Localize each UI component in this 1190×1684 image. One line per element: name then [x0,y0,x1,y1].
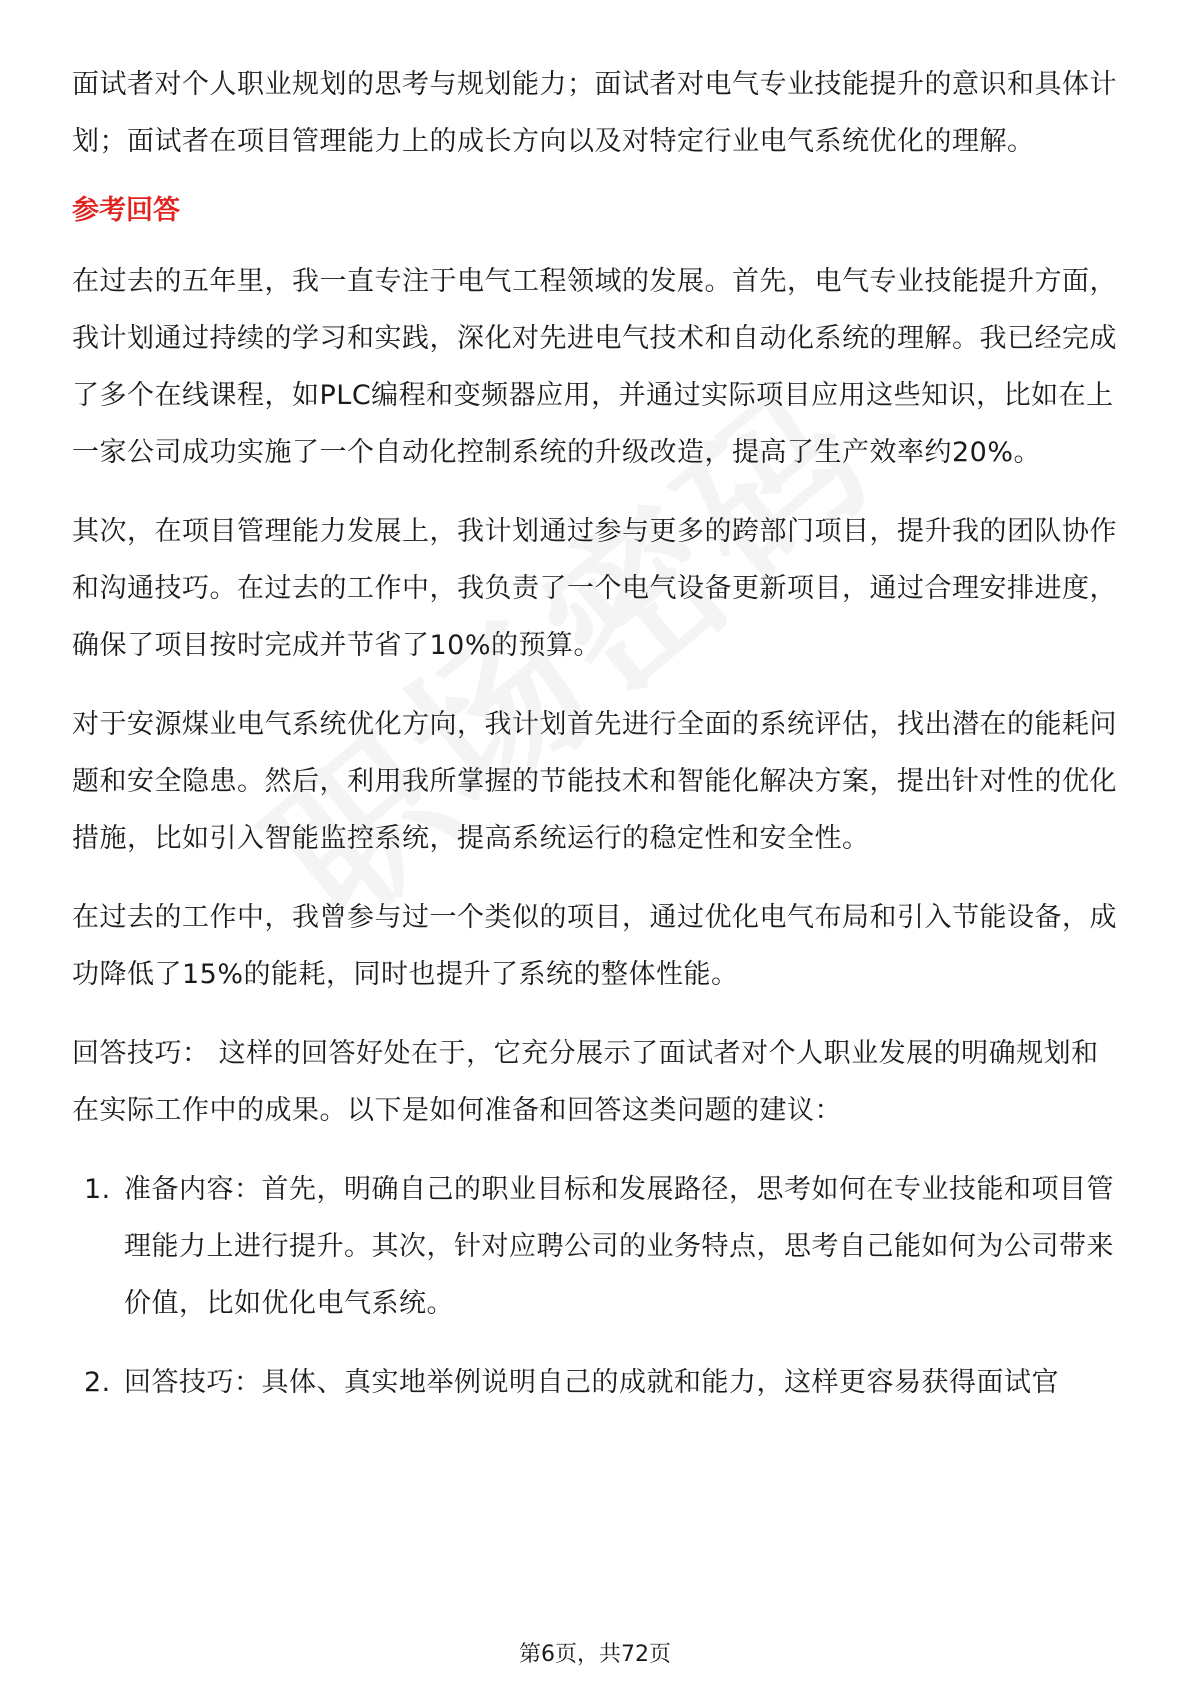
document-page [72,56,1120,1433]
list-item-text: 回答技巧：具体、真实地举例说明自己的成就和能力，这样更容易获得面试官 [124,1367,1059,1398]
list-item-number: 1. [84,1174,111,1205]
intro-paragraph: 面试者对个人职业规划的思考与规划能力；面试者对电气专业技能提升的意识和具体计划；面试者在项目管理能力上的成长方向以及对特定行业电气系统优化的理解。 [72,69,1117,157]
tips-list [72,1161,1120,1411]
list-item [72,1161,1120,1332]
list-item [72,1354,1120,1411]
answer-paragraph-4: 在过去的工作中，我曾参与过一个类似的项目，通过优化电气布局和引入节能设备，成功降低了15%的能耗，同时也提升了系统的整体性能。 [72,902,1117,990]
answer-paragraph-1: 在过去的五年里，我一直专注于电气工程领域的发展。首先，电气专业技能提升方面，我计划通过持续的学习和实践，深化对先进电气技术和自动化系统的理解。我已经完成了多个在线课程，如PLC编程和变频器应用，并通过实际项目应用这些知识，比如在上一家公司成功实施了一个自动化控制系统的升级改造，提高了生产效率约20%。 [72,266,1117,468]
answer-paragraph-3: 对于安源煤业电气系统优化方向，我计划首先进行全面的系统评估，找出潜在的能耗问题和安全隐患。然后，利用我所掌握的节能技术和智能化解决方案，提出针对性的优化措施，比如引入智能监控系统，提高系统运行的稳定性和安全性。 [72,709,1117,854]
reference-answer-heading: 参考回答 [72,195,180,226]
answer-paragraph-2: 其次，在项目管理能力发展上，我计划通过参与更多的跨部门项目，提升我的团队协作和沟通技巧。在过去的工作中，我负责了一个电气设备更新项目，通过合理安排进度，确保了项目按时完成并节省了10%的预算。 [72,516,1117,661]
page-footer: 第6页，共72页 [519,1642,671,1667]
list-item-number: 2. [84,1367,111,1398]
answer-tips-paragraph: 回答技巧： 这样的回答好处在于，它充分展示了面试者对个人职业发展的明确规划和在实际工作中的成果。以下是如何准备和回答这类问题的建议： [72,1038,1099,1126]
list-item-text: 准备内容：首先，明确自己的职业目标和发展路径，思考如何在专业技能和项目管理能力上进行提升。其次，针对应聘公司的业务特点，思考自己能如何为公司带来价值，比如优化电气系统。 [124,1174,1114,1319]
